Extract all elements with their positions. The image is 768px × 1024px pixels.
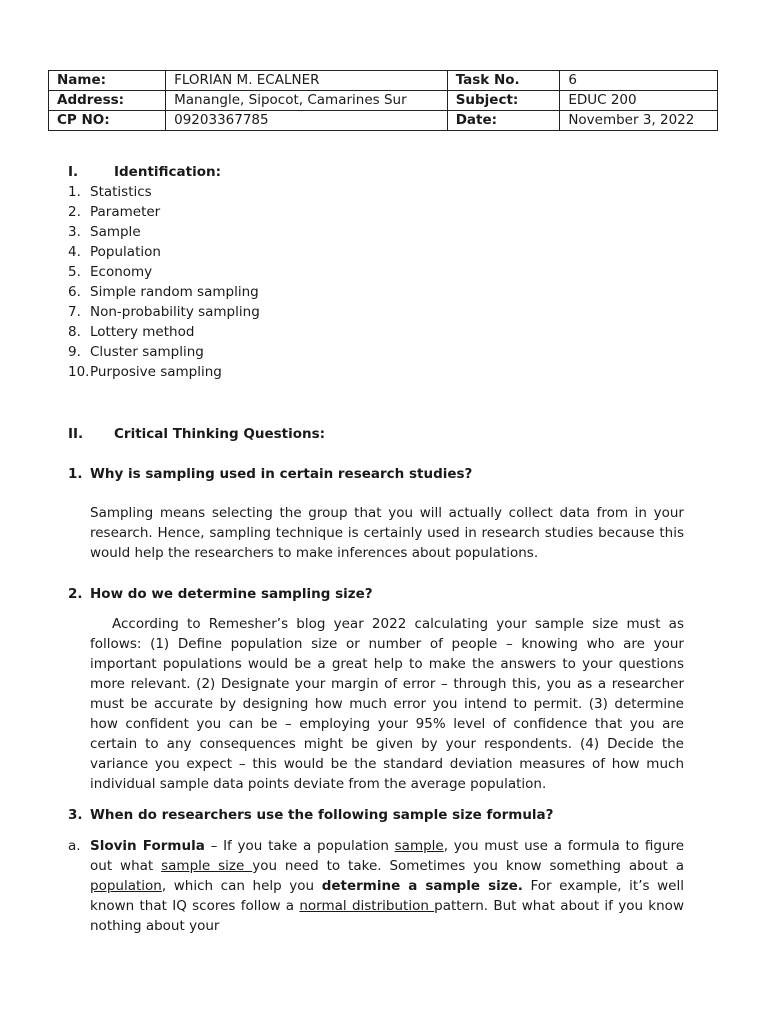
list-item bbox=[68, 182, 260, 202]
date-label: Date: bbox=[447, 111, 560, 131]
list-item bbox=[68, 262, 260, 282]
question-2-text: How do we determine sampling size? bbox=[90, 586, 373, 602]
list-item-text: Population bbox=[90, 244, 161, 260]
subject-value: EDUC 200 bbox=[560, 91, 718, 111]
answer-1: Sampling means selecting the group that you will actually collect data from in your research. Hence, sampling technique is certainly used in research studies because this would help the researchers to make inferences about populations. bbox=[90, 505, 684, 561]
info-row-name bbox=[49, 71, 718, 91]
list-item-number: 10. bbox=[68, 364, 90, 380]
question-3 bbox=[68, 805, 554, 825]
answer-3a-text-1: – If you take a population bbox=[204, 838, 395, 854]
list-item-text: Non-probability sampling bbox=[90, 304, 260, 320]
list-item bbox=[68, 242, 260, 262]
list-item bbox=[68, 282, 260, 302]
name-value: FLORIAN M. ECALNER bbox=[166, 71, 448, 91]
question-3-text: When do researchers use the following sample size formula? bbox=[90, 807, 554, 823]
list-item-number: 2. bbox=[68, 204, 81, 220]
answer-3a-letter: a. bbox=[68, 838, 81, 854]
list-item-number: 6. bbox=[68, 284, 81, 300]
question-1 bbox=[68, 464, 472, 484]
answer-3a bbox=[90, 836, 684, 936]
list-item bbox=[68, 222, 260, 242]
address-label: Address: bbox=[49, 91, 166, 111]
question-2 bbox=[68, 584, 373, 604]
list-item-text: Lottery method bbox=[90, 324, 195, 340]
answer-3a-text-4: , which can help you bbox=[161, 878, 322, 894]
section1-heading bbox=[68, 162, 221, 182]
answer-3a-text-2: , you must use a formula to figure out what bbox=[90, 838, 685, 874]
list-item-number: 1. bbox=[68, 184, 81, 200]
task-value: 6 bbox=[560, 71, 718, 91]
list-item-text: Statistics bbox=[90, 184, 152, 200]
section2-heading bbox=[68, 424, 325, 444]
question-1-number: 1. bbox=[68, 466, 83, 482]
section1-number: I. bbox=[68, 164, 79, 180]
list-item-text: Economy bbox=[90, 264, 153, 280]
list-item-text: Sample bbox=[90, 224, 141, 240]
list-item-text: Cluster sampling bbox=[90, 344, 204, 360]
info-row-address bbox=[49, 91, 718, 111]
task-label: Task No. bbox=[447, 71, 560, 91]
determine-sample-size-bold: determine a sample size. bbox=[321, 878, 523, 894]
question-2-number: 2. bbox=[68, 586, 83, 602]
list-item bbox=[68, 302, 260, 322]
list-item-number: 9. bbox=[68, 344, 81, 360]
section1-title: Identification: bbox=[114, 164, 222, 180]
subject-label: Subject: bbox=[447, 91, 560, 111]
name-label: Name: bbox=[49, 71, 166, 91]
link-population[interactable]: population bbox=[90, 878, 162, 894]
list-item bbox=[68, 322, 260, 342]
answer-3a-text-6: pattern. But what about if you know nothing about your bbox=[90, 898, 684, 934]
identification-list bbox=[68, 182, 260, 382]
question-3-number: 3. bbox=[68, 807, 83, 823]
list-item bbox=[68, 202, 260, 222]
list-item-text: Purposive sampling bbox=[90, 364, 222, 380]
address-value: Manangle, Sipocot, Camarines Sur bbox=[166, 91, 448, 111]
cp-label: CP NO: bbox=[49, 111, 166, 131]
list-item-number: 8. bbox=[68, 324, 81, 340]
list-item bbox=[68, 342, 260, 362]
info-table bbox=[48, 70, 718, 131]
section2-title: Critical Thinking Questions: bbox=[114, 426, 326, 442]
info-row-cp bbox=[49, 111, 718, 131]
answer-2: According to Remesher’s blog year 2022 calculating your sample size must as follows: (1) Define population size or number of people – knowing who are your important populations would be a great help to make the answers to your questions more relevant. (2) Designate your margin of error – through this, you as a researcher must be accurate by designing how much error you intend to permit. (3) determine how confident you can be – employing your 95% level of confidence that you are certain to any consequences might be given by your respondents. (4) Decide the variance you expect – this would be the standard deviation measures of how much individual sample data points deviate from the average population. bbox=[90, 616, 684, 792]
list-item-number: 5. bbox=[68, 264, 81, 280]
list-item-number: 3. bbox=[68, 224, 81, 240]
list-item-text: Simple random sampling bbox=[90, 284, 259, 300]
list-item-text: Parameter bbox=[90, 204, 161, 220]
link-sample[interactable]: sample bbox=[394, 838, 444, 854]
list-item-number: 7. bbox=[68, 304, 81, 320]
answer-3a-text-3: you need to take. Sometimes you know something about a bbox=[252, 858, 685, 874]
section2-number: II. bbox=[68, 426, 84, 442]
cp-value: 09203367785 bbox=[166, 111, 448, 131]
list-item bbox=[68, 362, 260, 382]
link-normal-distribution[interactable]: normal distribution bbox=[299, 898, 435, 914]
list-item-number: 4. bbox=[68, 244, 81, 260]
date-value: November 3, 2022 bbox=[560, 111, 718, 131]
question-1-text: Why is sampling used in certain research studies? bbox=[90, 466, 473, 482]
answer-3a-text-5: For example, it’s well known that IQ scores follow a bbox=[90, 878, 684, 914]
slovin-term: Slovin Formula bbox=[90, 838, 205, 854]
link-sample-size[interactable]: sample size bbox=[161, 858, 253, 874]
